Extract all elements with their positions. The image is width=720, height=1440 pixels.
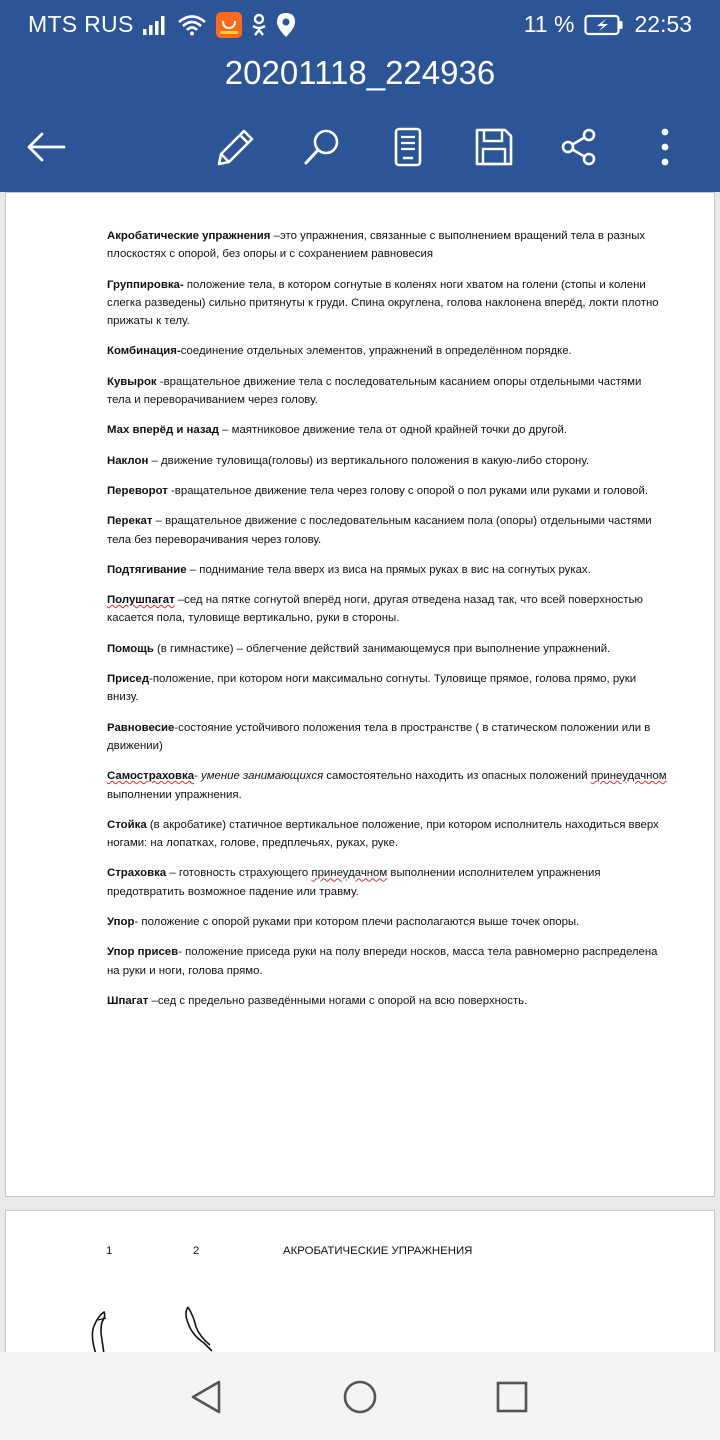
- recents-square-icon: [496, 1381, 528, 1413]
- glossary-entry: [107, 640, 667, 658]
- glossary-definition: (в акробатике) статичное вертикальное положение, при котором исполнитель находиться вверх ногами: на лопатках, голове, предплечьях, руках, руке.: [107, 818, 659, 850]
- aliexpress-icon: [216, 12, 242, 38]
- glossary-term: Упор: [107, 916, 135, 929]
- toolbar: [0, 120, 720, 174]
- glossary-entry: [107, 452, 667, 470]
- glossary-entry: [107, 767, 667, 804]
- more-icon: [659, 127, 671, 167]
- document-page-2: [5, 1210, 715, 1352]
- figures-title: АКРОБАТИЧЕСКИЕ УПРАЖНЕНИЯ: [283, 1245, 473, 1257]
- back-triangle-icon: [189, 1379, 223, 1415]
- spellcheck-word: принеудачном: [311, 867, 388, 880]
- figure-drawing-2: [174, 1303, 224, 1352]
- glossary-entry: [107, 992, 667, 1010]
- status-icons: [142, 10, 296, 40]
- document-page-1: [5, 192, 715, 1197]
- glossary-term: Помощь: [107, 642, 154, 655]
- glossary-definition: -вращательное движение тела через голову с опорой о пол руками или руками и головой.: [167, 484, 648, 497]
- glossary-term: Перекат: [107, 515, 153, 528]
- glossary-entry: [107, 227, 667, 264]
- glossary-definition: - положение с опорой руками при котором плечи располагаются выше точек опоры.: [134, 916, 580, 929]
- glossary-definition: – маятниковое движение тела от одной крайней точки до другой.: [218, 424, 567, 437]
- glossary-definition: –сед с предельно разведёнными ногами с опорой на всю поверхность.: [148, 994, 528, 1007]
- glossary-definition: положение тела, в котором согнутые в коленях ноги хватом на голени (стопы и колени слегка разведены) сильно притянуты к груди. Спина округлена, голова наклонена вперёд, локти плотно прижаты к телу.: [107, 278, 659, 328]
- glossary-entry: [107, 482, 667, 500]
- glossary-definition: выполнении исполнителем упражнения предотвратить возможное падение или травму.: [107, 867, 601, 898]
- document-title: 20201118_224936: [224, 54, 496, 91]
- glossary: [107, 227, 667, 1022]
- glossary-definition: (в гимнастике) – облегчение действий занимающемуся при выполнение упражнений.: [153, 642, 611, 655]
- glossary-entry: [107, 421, 667, 439]
- glossary-term: Группировка-: [107, 278, 184, 291]
- back-icon: [26, 131, 66, 163]
- figure-number-1: 1: [106, 1245, 113, 1257]
- glossary-term: Стойка: [107, 818, 147, 831]
- glossary-entry: [107, 719, 667, 756]
- glossary-definition: - положение приседа руки на полу впереди носков, масса тела равномерно распределена на руки и ноги, голова прямо.: [107, 946, 658, 977]
- glossary-entry: [107, 591, 667, 628]
- glossary-term: Переворот: [107, 484, 168, 497]
- glossary-entry: [107, 342, 667, 360]
- figure-drawing-1: [78, 1306, 118, 1352]
- save-icon: [474, 127, 514, 167]
- glossary-term: Страховка: [107, 867, 167, 880]
- battery-percent: 11 %: [523, 11, 575, 37]
- glossary-term: Присед: [107, 673, 150, 686]
- glossary-term: Комбинация-: [107, 345, 181, 358]
- nav-home-button[interactable]: [333, 1370, 387, 1424]
- odnoklassniki-icon: [251, 13, 267, 37]
- glossary-term: Полушпагат: [107, 594, 175, 607]
- location-icon: [276, 12, 296, 38]
- status-bar: [0, 0, 720, 50]
- glossary-definition: -состояние устойчивого положения тела в пространстве ( в статическом положении или в движении): [107, 721, 651, 752]
- figure-number-2: 2: [193, 1245, 200, 1257]
- edit-button[interactable]: [209, 120, 263, 174]
- glossary-term: Равновесие: [107, 721, 175, 734]
- spellcheck-word: принеудачном: [590, 770, 667, 783]
- glossary-definition: –сед на пятке согнутой вперёд ноги, другая отведена назад так, что всей поверхностью касается пола, туловище вертикально, руки в стороны.: [107, 594, 643, 625]
- home-circle-icon: [342, 1379, 378, 1415]
- glossary-entry: [107, 276, 667, 331]
- glossary-entry: [107, 864, 667, 901]
- glossary-entry: [107, 512, 667, 549]
- glossary-definition: – вращательное движение с последовательным касанием пола (опоры) отдельными частями тела без переворачивания через голову.: [107, 515, 652, 546]
- nav-recents-button[interactable]: [485, 1370, 539, 1424]
- share-button[interactable]: [552, 120, 606, 174]
- save-button[interactable]: [467, 120, 521, 174]
- carrier-name: MTS RUS: [28, 11, 134, 37]
- glossary-emphasis: умение занимающихся: [201, 770, 324, 783]
- glossary-definition: – поднимание тела вверх из виса на прямых руках в вис на согнутых руках.: [186, 563, 591, 576]
- glossary-definition: самостоятельно находить из опасных положений: [323, 770, 591, 783]
- document-viewport[interactable]: [0, 192, 720, 1352]
- glossary-definition: – движение туловища(головы) из вертикального положения в какую-либо сторону.: [148, 454, 590, 467]
- glossary-entry: [107, 561, 667, 579]
- back-button[interactable]: [19, 120, 73, 174]
- signal-icon: [142, 15, 168, 35]
- glossary-term: Акробатические упражнения: [107, 230, 271, 242]
- glossary-term: Кувырок: [107, 375, 157, 388]
- reading-view-button[interactable]: [381, 120, 435, 174]
- clock: 22:53: [634, 11, 692, 37]
- glossary-term: Самостраховка: [107, 770, 195, 783]
- app-header: [0, 0, 720, 192]
- glossary-term: Шпагат: [107, 994, 149, 1007]
- glossary-definition: соединение отдельных элементов, упражнений в определённом порядке.: [180, 345, 572, 358]
- battery-charging-icon: [584, 14, 624, 36]
- glossary-entry: [107, 943, 667, 980]
- glossary-term: Мах вперёд и назад: [107, 424, 219, 437]
- glossary-definition: выполнении упражнения.: [107, 788, 242, 801]
- reading-view-icon: [393, 127, 423, 167]
- glossary-entry: [107, 670, 667, 707]
- glossary-definition: –это упражнения, связанные с выполнением вращений тела в разных плоскостях с опорой, без опоры и с сохранением равновесия: [107, 230, 646, 261]
- wifi-icon: [177, 14, 207, 36]
- edit-icon: [216, 127, 256, 167]
- glossary-definition: -положение, при котором ноги максимально согнуты. Туловище прямое, голова прямо, руки внизу.: [107, 673, 637, 704]
- share-icon: [559, 127, 599, 167]
- system-nav-bar: [0, 1352, 720, 1440]
- search-icon: [302, 127, 342, 167]
- glossary-term: Наклон: [107, 454, 149, 467]
- glossary-term: Подтягивание: [107, 563, 187, 576]
- glossary-definition: -вращательное движение тела с последовательным касанием опоры отдельными частями тела и переворачиванием через голову.: [107, 375, 642, 407]
- glossary-entry: [107, 373, 667, 410]
- glossary-definition: -: [194, 770, 202, 783]
- nav-back-button[interactable]: [179, 1370, 233, 1424]
- more-button[interactable]: [638, 120, 692, 174]
- search-button[interactable]: [295, 120, 349, 174]
- glossary-definition: – готовность страхующего: [166, 867, 312, 880]
- glossary-entry: [107, 913, 667, 931]
- glossary-entry: [107, 816, 667, 853]
- status-right: [524, 11, 692, 38]
- glossary-term: Упор присев: [107, 946, 179, 959]
